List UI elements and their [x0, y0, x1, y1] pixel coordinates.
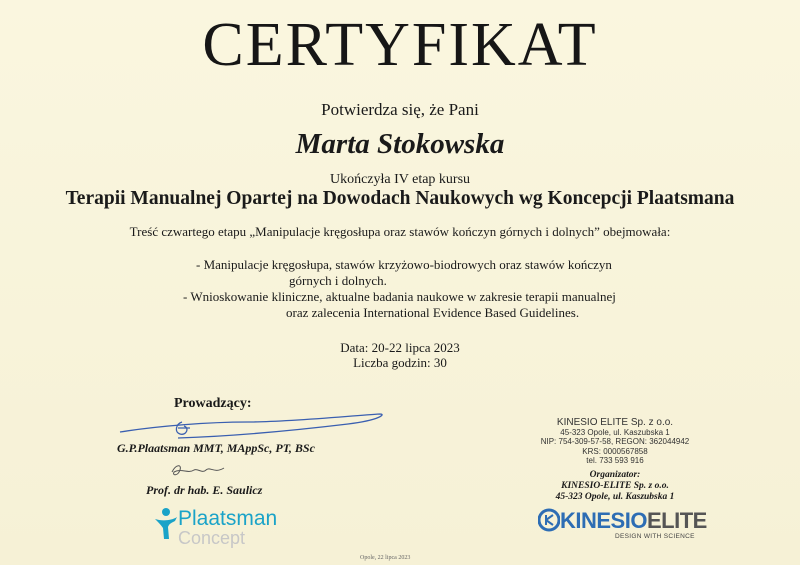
bullet-2-line-2: oraz zalecenia International Evidence Based Guidelines.	[286, 305, 580, 320]
organizer-address: 45-323 Opole, ul. Kaszubska 1	[555, 492, 675, 502]
kinesio-logo-part-2: ELITE	[646, 508, 707, 533]
kinesio-logo-wordmark	[560, 508, 707, 534]
stamp-tel: tel. 733 593 916	[586, 456, 644, 465]
signatory-1-name: G.P.Plaatsman MMT, MAppSc, PT, BSc	[117, 441, 315, 455]
stamp-address: 45-323 Opole, ul. Kaszubska 1	[560, 427, 670, 437]
completed-stage-text: Ukończyła IV etap kursu	[329, 172, 471, 187]
bullet-1-line-2: górnych i dolnych.	[289, 273, 387, 288]
organizer-block	[520, 470, 710, 503]
kinesio-tagline: DESIGN WITH SCIENCE	[615, 533, 695, 540]
footer-place-date: Opole, 22 lipca 2023	[360, 555, 411, 561]
content-intro: Treść czwartego etapu „Manipulacje kręgosłupa oraz stawów kończyn górnych i dolnych” obejmowała:	[129, 224, 671, 239]
organizer-label: Organizator:	[589, 470, 641, 480]
signatory-2-name: Prof. dr hab. E. Saulicz	[146, 483, 263, 497]
kinesio-logo-icon	[538, 507, 560, 533]
kinesio-logo-part-1: KINESIO	[560, 508, 647, 533]
company-stamp	[520, 418, 710, 466]
plaatsman-logo-line-1: Plaatsman	[178, 507, 278, 530]
certificate-title: CERTYFIKAT	[202, 11, 598, 79]
course-name: Terapii Manualnej Opartej na Dowodach Naukowych wg Koncepcji Plaatsmana	[65, 188, 735, 209]
organizer-company: KINESIO-ELITE Sp. z o.o.	[561, 481, 669, 491]
signature-1-image	[118, 406, 388, 442]
signature-2-image	[168, 460, 228, 480]
stamp-company: KINESIO ELITE Sp. z o.o.	[556, 417, 674, 428]
course-hours: Liczba godzin: 30	[353, 355, 447, 370]
confirmation-text: Potwierdza się, że Pani	[321, 100, 479, 119]
plaatsman-figure-icon	[153, 507, 179, 541]
recipient-name: Marta Stokowska	[295, 128, 505, 160]
stamp-ids: NIP: 754-309-57-58, REGON: 362044942	[540, 437, 690, 446]
course-date: Data: 20-22 lipca 2023	[340, 340, 460, 355]
plaatsman-logo-line-2: Concept	[178, 528, 246, 548]
leaders-label: Prowadzący:	[174, 396, 252, 411]
bullet-2-line-1: - Wnioskowanie kliniczne, aktualne badania naukowe w zakresie terapii manualnej	[183, 289, 616, 304]
stamp-krs: KRS: 0000567858	[582, 446, 648, 456]
bullet-1-line-1: - Manipulacje kręgosłupa, stawów krzyżowo-biodrowych oraz stawów kończyn	[196, 257, 612, 272]
